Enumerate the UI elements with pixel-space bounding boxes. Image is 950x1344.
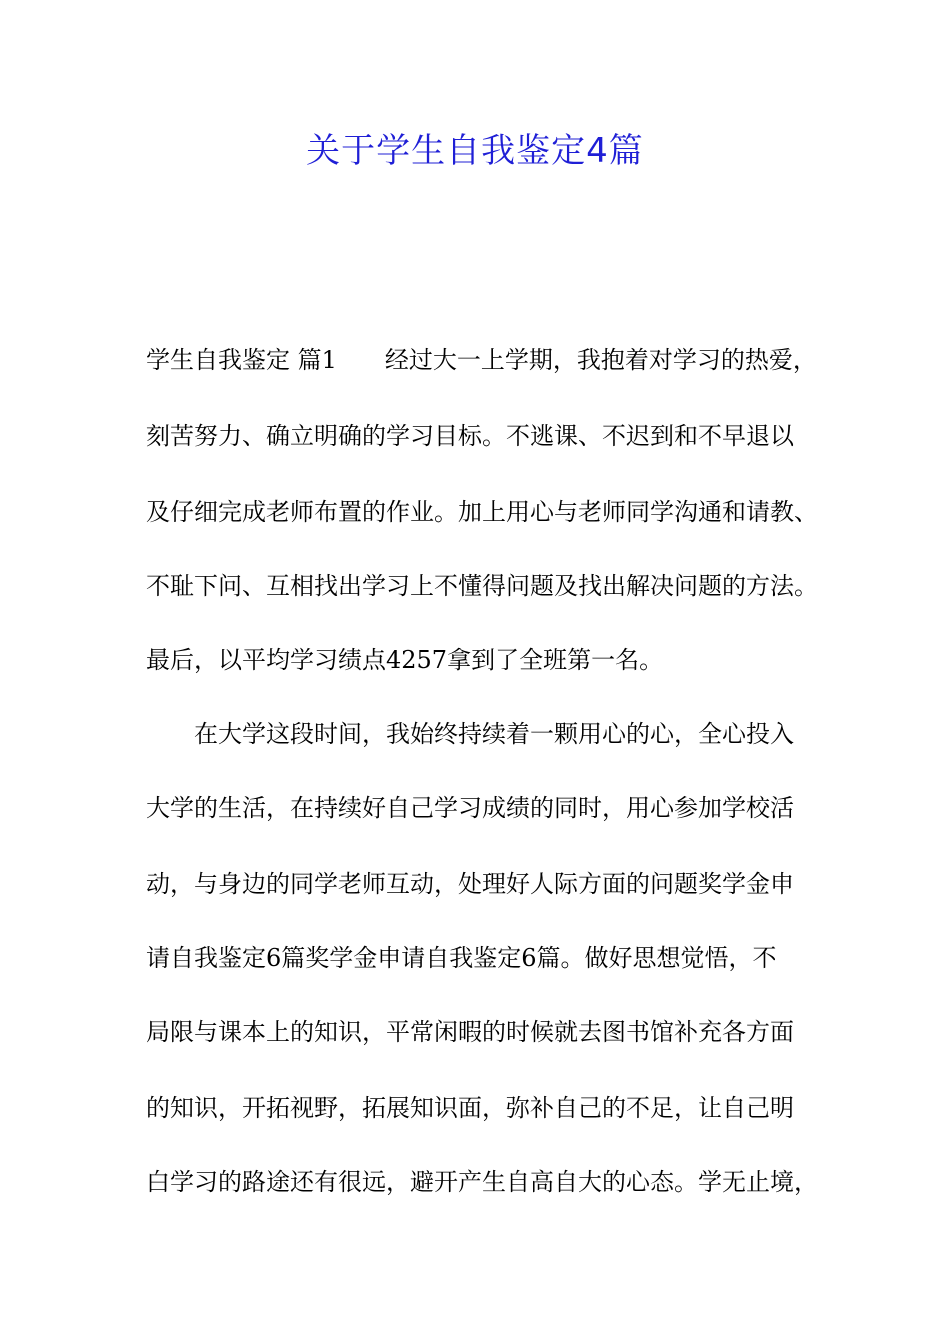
text-line-12: 白学习的路途还有很远，避开产生自高自大的心态。学无止境， bbox=[146, 1168, 818, 1196]
text-line-1 bbox=[146, 342, 836, 378]
document-title: 关于学生自我鉴定4篇 bbox=[306, 131, 644, 171]
text-line-7: 大学的生活，在持续好自己学习成绩的同时，用心参加学校活 bbox=[146, 794, 794, 822]
text-line-5: 最后，以平均学习绩点4257拿到了全班第一名。 bbox=[146, 646, 664, 674]
text-line-8: 动，与身边的同学老师互动，处理好人际方面的问题奖学金申 bbox=[146, 870, 794, 898]
text-line-9: 请自我鉴定6篇奖学金申请自我鉴定6篇。做好思想觉悟，不 bbox=[146, 944, 777, 972]
text-line-4: 不耻下问、互相找出学习上不懂得问题及找出解决问题的方法。 bbox=[146, 572, 818, 600]
text-line-3: 及仔细完成老师布置的作业。加上用心与老师同学沟通和请教、 bbox=[146, 498, 818, 526]
text-line-6: 在大学这段时间，我始终持续着一颗用心的心，全心投入 bbox=[194, 720, 794, 748]
paragraph-1-start: 经过大一上学期，我抱着对学习的热爱， bbox=[384, 346, 817, 374]
text-line-10: 局限与课本上的知识，平常闲暇的时候就去图书馆补充各方面 bbox=[146, 1018, 794, 1046]
text-line-11: 的知识，开拓视野，拓展知识面，弥补自己的不足，让自己明 bbox=[146, 1094, 794, 1122]
section-heading: 学生自我鉴定 篇1 bbox=[146, 346, 337, 374]
text-line-2: 刻苦努力、确立明确的学习目标。不逃课、不迟到和不早退以 bbox=[146, 422, 794, 450]
